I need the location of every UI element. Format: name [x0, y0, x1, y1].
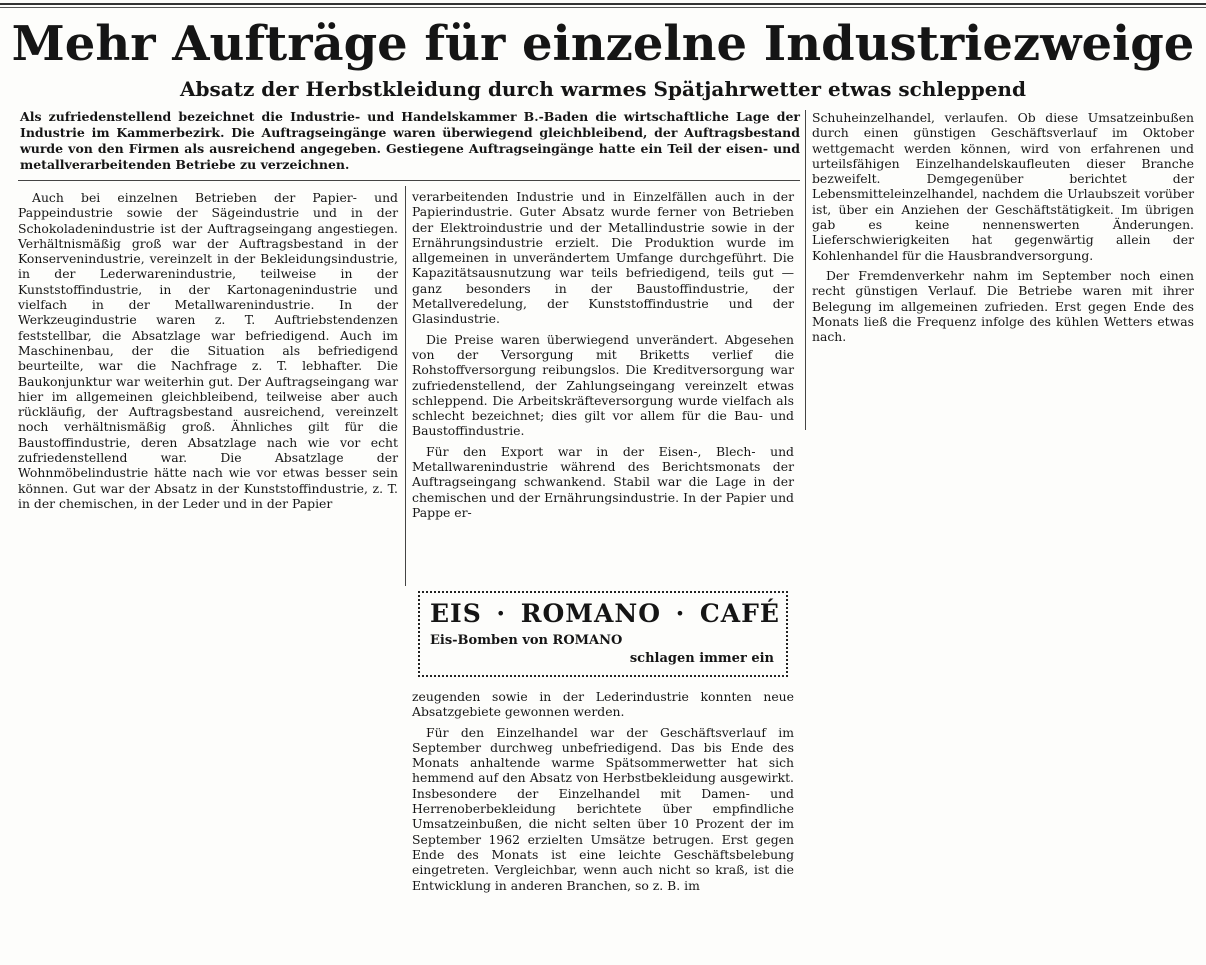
paragraph: Für den Export war in der Eisen-, Blech- und Metallwarenindustrie während des Berichtsmonats der Auftragseingang schwankend. Stabil war die Lage in der chemischen und der Ernährungsindustrie. In der Papier und Pappe er-: [412, 443, 794, 520]
ad-word-cafe: CAFÉ: [699, 599, 780, 628]
top-rule-thin: [0, 7, 1206, 8]
article-column-2-continued: [412, 689, 794, 898]
lead-paragraph: Als zufriedenstellend bezeichnet die Industrie- und Handelskammer B.-Baden die wirtschaftliche Lage der Industrie im Kammerbezirk. Die Auftragseingänge waren überwiegend gleichbleibend, der Auftragsbestand wurde von den Firmen als ausreichend angegeben. Gestiegene Auftragseingänge hatte ein Teil der eisen- und metallverarbeitenden Betriebe zu verzeichnen.: [20, 109, 800, 172]
advertisement-eis-romano: [418, 591, 788, 677]
ad-tagline-1: Eis-Bomben von ROMANO: [430, 633, 623, 648]
ad-title: [430, 599, 780, 629]
top-rule: [0, 3, 1206, 5]
paragraph: zeugenden sowie in der Lederindustrie konnten neue Absatzgebiete gewonnen werden.: [412, 689, 794, 720]
column-divider-1: [405, 186, 406, 586]
paragraph: Schuheinzelhandel, verlaufen. Ob diese Umsatzeinbußen durch einen günstigen Geschäftsverlauf im Oktober wettgemacht werden können, wird von erfahrenen und urteilsfähigen Einzelhandelskaufleuten dieser Branche bezweifelt. Demgegenüber berichtet der Lebensmitteleinzelhandel, nachdem die Urlaubszeit vorüber ist, über ein Anziehen der Geschäftstätigkeit. Im übrigen gab es keine nennenswerten Änderungen. Lieferschwierigkeiten hat gegenwärtig allein der Kohlenhandel für die Hausbrandversorgung.: [812, 110, 1194, 263]
headline: Mehr Aufträge für einzelne Industriezweige: [11, 16, 1195, 72]
ad-tagline-2: schlagen immer ein: [629, 651, 774, 666]
subheadline: Absatz der Herbstkleidung durch warmes Spätjahrwetter etwas schleppend: [180, 77, 1026, 101]
paragraph: Auch bei einzelnen Betrieben der Papier- und Pappeindustrie sowie der Sägeindustrie und in der Schokoladenindustrie ist der Auftragseingang angestiegen. Verhältnismäßig groß war der Auftragsbestand in der Konservenindustrie, vereinzelt in der Bekleidungsindustrie, in der Lederwarenindustrie, teilweise in der Kunststoffindustrie, in der Kartonagenindustrie und vielfach in der Metallwarenindustrie. In der Werkzeugindustrie waren z. T. Auftriebstendenzen feststellbar, die Absatzlage war befriedigend. Auch im Maschinenbau, der die Situation als befriedigend beurteilte, war die Nachfrage z. T. lebhafter. Die Baukonjunktur war weiterhin gut. Der Auftragseingang war hier im allgemeinen gleichbleibend, teilweise aber auch rückläufig, der Auftragsbestand ausreichend, vereinzelt noch verhältnismäßig groß. Ähnliches gilt für die Baustoffindustrie, deren Absatzlage nach wie vor echt zufriedenstellend war. Die Absatzlage der Wohnmöbelindustrie hätte nach wie vor etwas besser sein können. Gut war der Absatz in der Kunststoffindustrie, z. T. in der chemischen, in der Leder und in der Papier: [18, 190, 398, 511]
lead-divider: [18, 180, 800, 181]
column-divider-2: [805, 110, 806, 430]
paragraph: Der Fremdenverkehr nahm im September noch einen recht günstigen Verlauf. Die Betriebe waren mit ihrer Belegung im allgemeinen zufrieden. Erst gegen Ende des Monats ließ die Frequenz infolge des kühlen Wetters etwas nach.: [812, 267, 1194, 345]
ad-separator: ·: [675, 599, 686, 628]
ad-word-romano: ROMANO: [520, 599, 661, 628]
article-column-3: [812, 110, 1194, 349]
paragraph: verarbeitenden Industrie und in Einzelfällen auch in der Papierindustrie. Guter Absatz wurde ferner von Betrieben der Elektroindustrie und der Metallindustrie sowie in der Ernährungsindustrie erzielt. Die Produktion wurde im allgemeinen in unverändertem Umfange durchgeführt. Die Kapazitätsausnutzung war teils befriedigend, teils gut — ganz besonders in der Baustoffindustrie, der Metallveredelung, der Kunststoffindustrie und der Glasindustrie.: [412, 189, 794, 327]
article-column-2: [412, 189, 794, 525]
paragraph: Die Preise waren überwiegend unverändert. Abgesehen von der Versorgung mit Briketts verlief die Rohstoffversorgung reibungslos. Die Kreditversorgung war zufriedenstellend, der Zahlungseingang vereinzelt etwas schleppend. Die Arbeitskräfteversorgung wurde vielfach als schlecht bezeichnet; dies gilt vor allem für die Bau- und Baustoffindustrie.: [412, 331, 794, 439]
ad-separator: ·: [496, 599, 507, 628]
article-column-1: [18, 190, 398, 516]
paragraph: Für den Einzelhandel war der Geschäftsverlauf im September durchweg unbefriedigend. Das bis Ende des Monats anhaltende warme Spätsommerwetter hat sich hemmend auf den Absatz von Herbstbekleidung ausgewirkt. Insbesondere der Einzelhandel mit Damen- und Herrenoberbekleidung berichtete über empfindliche Umsatzeinbußen, die nicht selten über 10 Prozent der im September 1962 erzielten Umsätze betrugen. Erst gegen Ende des Monats ist eine leichte Geschäftsbelebung eingetreten. Vergleichbar, wenn auch nicht so kraß, ist die Entwicklung in anderen Branchen, so z. B. im: [412, 724, 794, 893]
ad-word-eis: EIS: [430, 599, 482, 628]
